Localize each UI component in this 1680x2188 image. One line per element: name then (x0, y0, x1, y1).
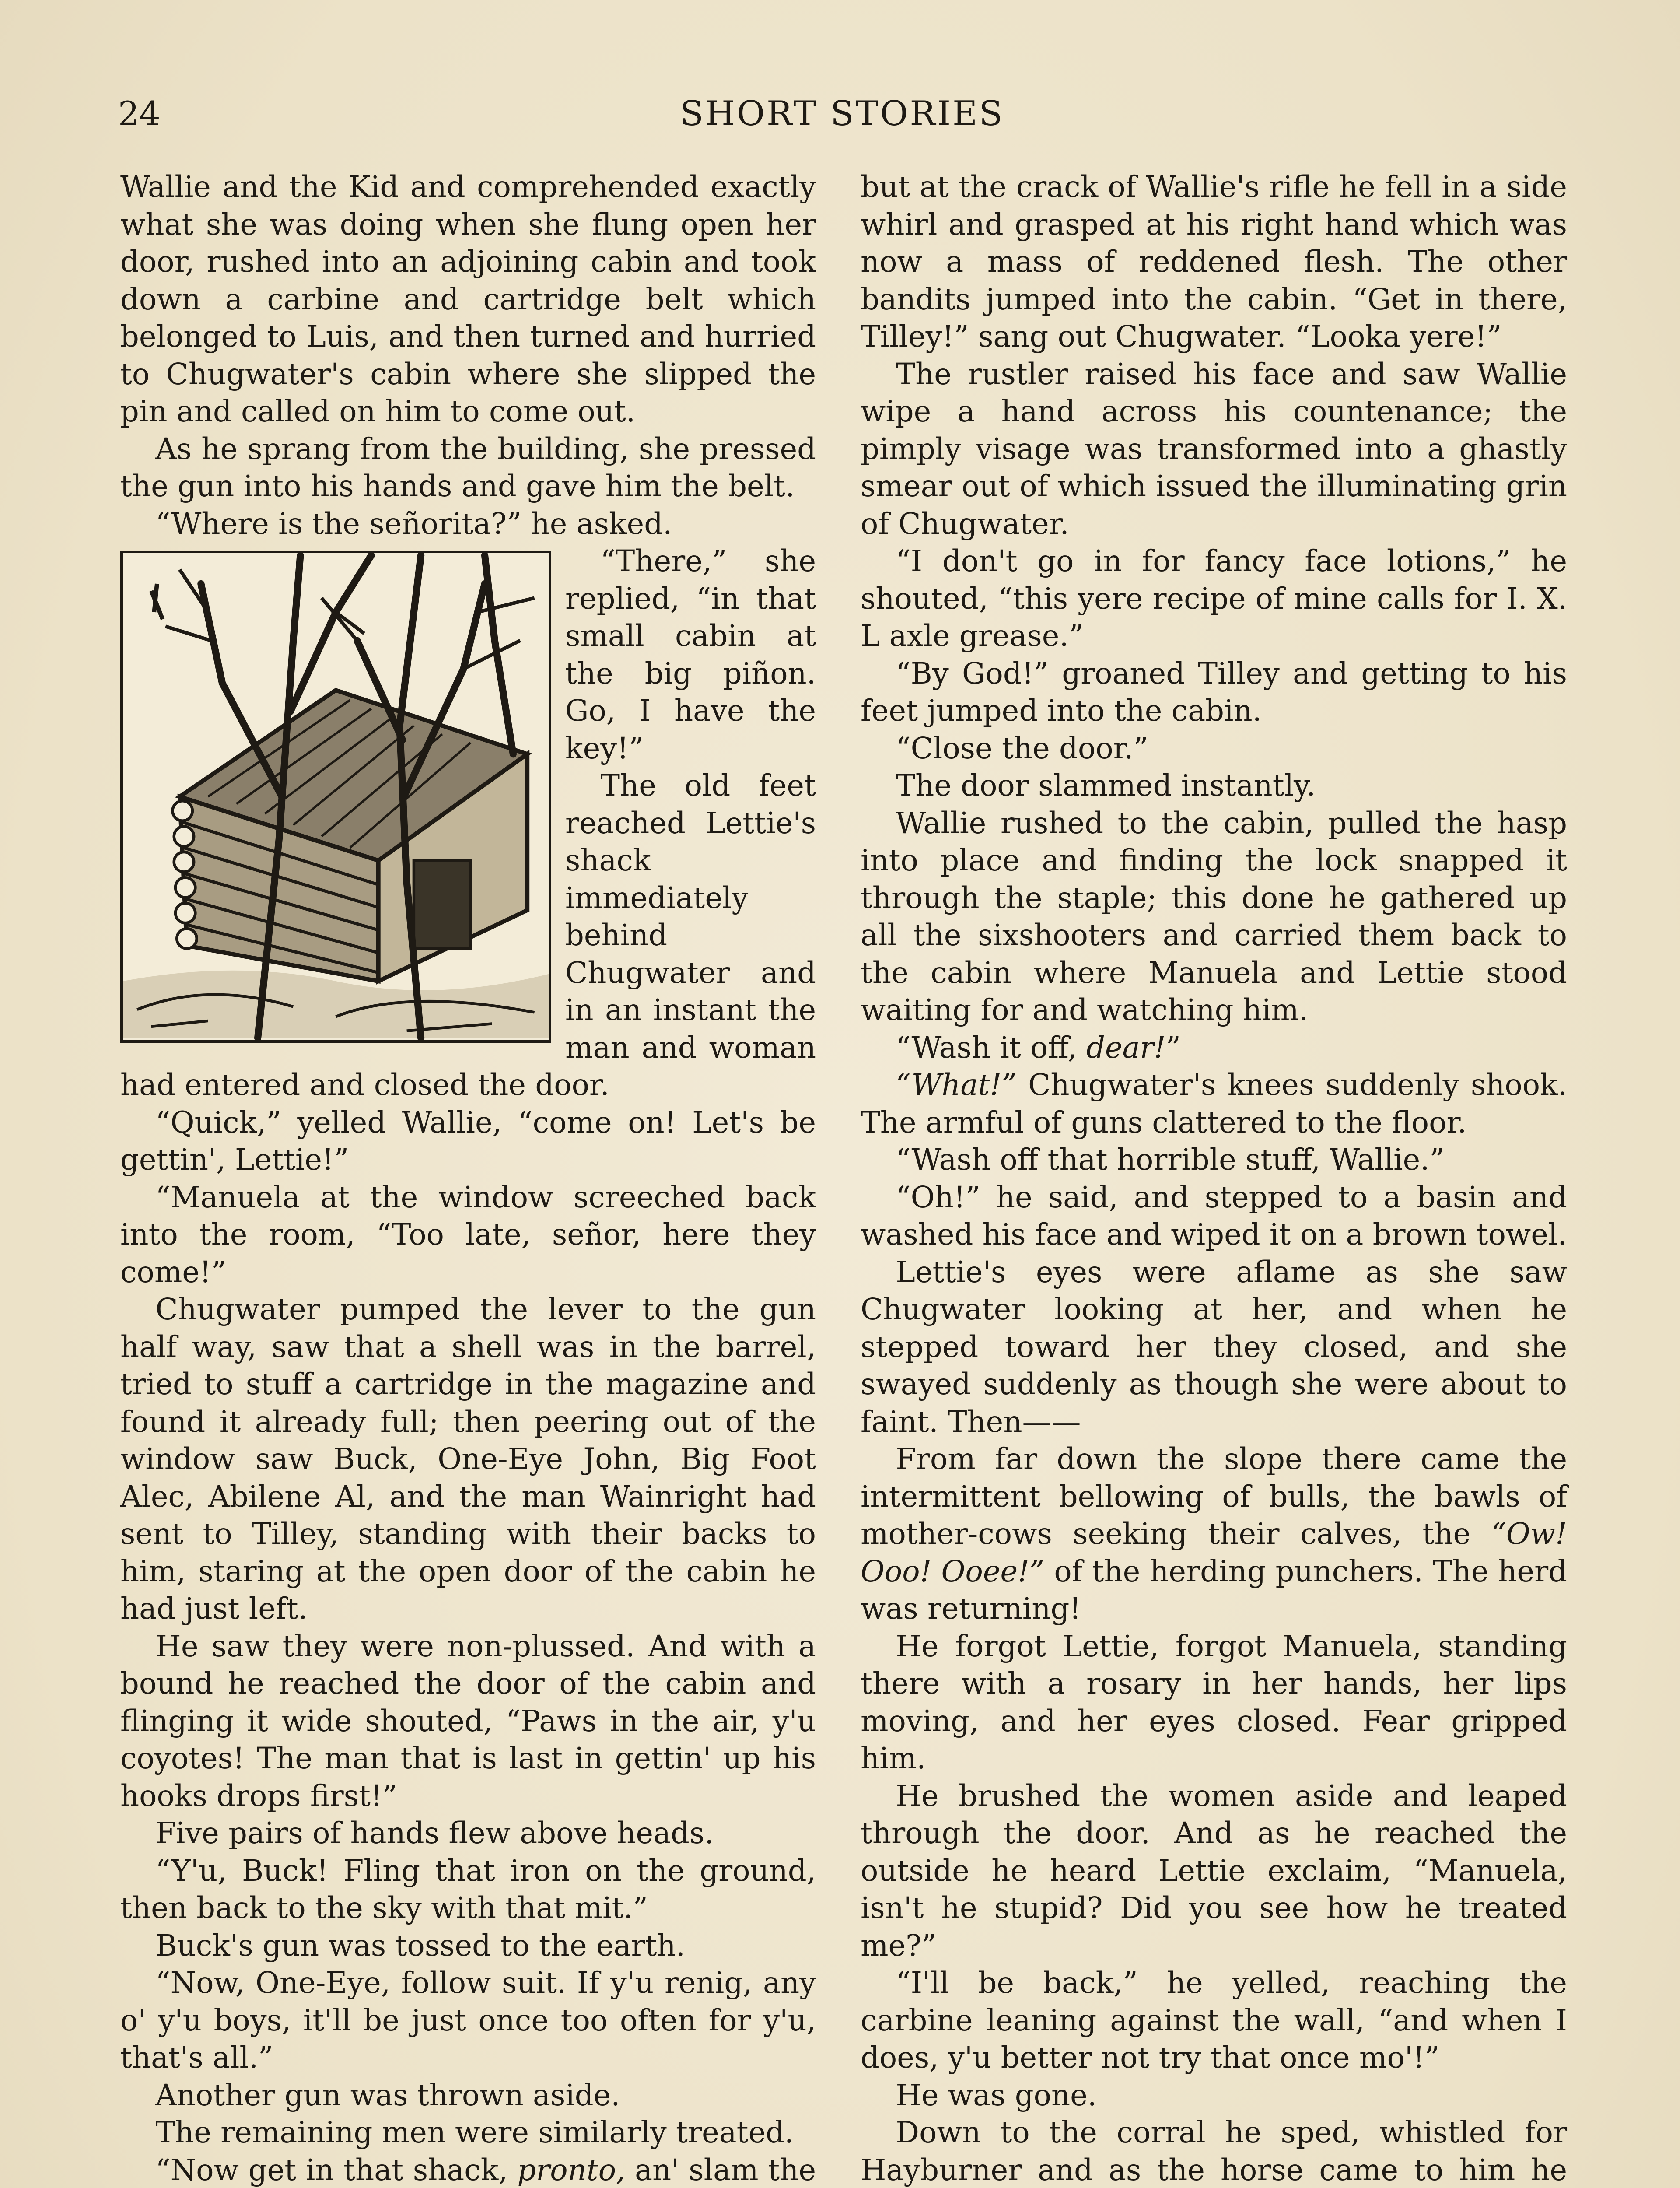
paragraph: Lettie's eyes were aflame as she saw Chugwater looking at her, and when he stepped toward her they closed, and she swayed suddenly as though she were about to faint. Then—— (861, 1255, 1567, 1439)
paragraph: “Where is the señorita?” he asked. (155, 506, 672, 541)
paragraph: Down to the corral he sped, whistled for Hayburner and as the horse came to him he (861, 2115, 1567, 2187)
paragraph: Buck's gun was tossed to the earth. (155, 1928, 685, 1963)
paragraph: Another gun was thrown aside. (155, 2078, 620, 2112)
paragraph: “Now, One-Eye, follow suit. If y'u renig, any o' y'u boys, it'll be just once too often for y'u, that's all.” (120, 1966, 816, 2075)
paragraph: He was gone. (896, 2078, 1097, 2112)
paragraph: Wallie rushed to the cabin, pulled the hasp into place and finding the lock snapped it through the staple; this done he gathered up all the sixshooters and carried them back to the cabin where Manuela and Lettie stood waiting for and watching him. (861, 806, 1567, 1027)
page-number: 24 (118, 94, 161, 133)
right-column (861, 168, 1567, 2188)
paragraph: “I'll be back,” he yelled, reaching the carbine leaning against the wall, “and when I does, y'u better not try that once mo'!” (861, 1966, 1567, 2075)
paragraph: He brushed the women aside and leaped through the door. And as he reached the outside he heard Lettie exclaim, “Manuela, isn't he stupid? Did you see how he treated me?” (861, 1778, 1567, 1963)
paragraph: As he sprang from the building, she pressed the gun into his hands and gave him the belt. (120, 431, 816, 503)
paragraph: The old feet reached Lettie's shack immediately behind Chugwater and in an instant the man and woman had entered and closed the door. (120, 768, 816, 1102)
paragraph: The rustler raised his face and saw Wallie wipe a hand across his countenance; the pimply visage was transformed into a ghastly smear out of which issued the illuminating grin of Chugwater. (861, 357, 1567, 541)
paragraph: Five pairs of hands flew above heads. (155, 1816, 714, 1850)
paragraph: “By God!” groaned Tilley and getting to his feet jumped into the cabin. (861, 656, 1567, 728)
paragraph: Wallie and the Kid and comprehended exactly what she was doing when she flung open her door, rushed into an adjoining cabin and took down a carbine and cartridge belt which belonged to Luis, and then turned and hurried to Chugwater's cabin where she slipped the pin and called on him to come out. (120, 170, 816, 428)
paragraph: “Manuela at the window screeched back into the room, “Too late, señor, here they come!” (120, 1180, 816, 1289)
paragraph: “Wash off that horrible stuff, Wallie.” (896, 1143, 1445, 1177)
paragraph: “What!” Chugwater's knees suddenly shook. The armful of guns clattered to the floor. (861, 1068, 1567, 1140)
paragraph: “Oh!” he said, and stepped to a basin and washed his face and wiped it on a brown towel. (861, 1180, 1567, 1252)
paragraph: “Y'u, Buck! Fling that iron on the ground, then back to the sky with that mit.” (120, 1853, 816, 1925)
paragraph: “Now get in that shack, pronto, an' slam the (155, 2153, 816, 2187)
paragraph: “Quick,” yelled Wallie, “come on! Let's be gettin', Lettie!” (120, 1105, 816, 1177)
running-head: SHORT STORIES (680, 94, 1004, 133)
log-cabin-tree-icon (123, 553, 549, 1040)
paragraph: From far down the slope there came the intermittent bellowing of bulls, the bawls of mother-cows seeking their calves, the “Ow! Ooo! Ooee!” of the herding punchers. The herd was returning! (861, 1442, 1567, 1626)
paragraph: “Wash it off, dear!” (896, 1030, 1181, 1065)
left-column (120, 168, 816, 2188)
paragraph: He saw they were non-plussed. And with a bound he reached the door of the cabin and flinging it wide shouted, “Paws in the air, y'u coyotes! The man that is last in gettin' up his hooks drops first!” (120, 1629, 816, 1813)
page-header (118, 94, 1566, 138)
paragraph: The remaining men were similarly treated. (155, 2115, 794, 2149)
paragraph: Chugwater pumped the lever to the gun half way, saw that a shell was in the barrel, tried to stuff a cartridge in the magazine and found it already full; then peering out of the window saw Buck, One-Eye John, Big Foot Alec, Abilene Al, and the man Wainright had sent to Tilley, standing with their backs to him, staring at the open door of the cabin he had just left. (120, 1292, 816, 1626)
paragraph: “There,” she replied, “in that small cabin at the big piñon. Go, I have the key!” (565, 544, 816, 765)
paragraph: “I don't go in for fancy face lotions,” he shouted, “this yere recipe of mine calls for I. X. L axle grease.” (861, 544, 1567, 653)
paragraph: “Close the door.” (896, 731, 1148, 765)
paragraph: The door slammed instantly. (896, 768, 1316, 803)
paragraph: but at the crack of Wallie's rifle he fell in a side whirl and grasped at his right hand which was now a mass of reddened flesh. The other bandits jumped into the cabin. “Get in there, Tilley!” sang out Chugwater. “Looka yere!” (861, 170, 1567, 354)
paragraph: He forgot Lettie, forgot Manuela, standing there with a rosary in her hands, her lips moving, and her eyes closed. Fear gripped him. (861, 1629, 1567, 1775)
cabin-illustration (120, 551, 551, 1043)
